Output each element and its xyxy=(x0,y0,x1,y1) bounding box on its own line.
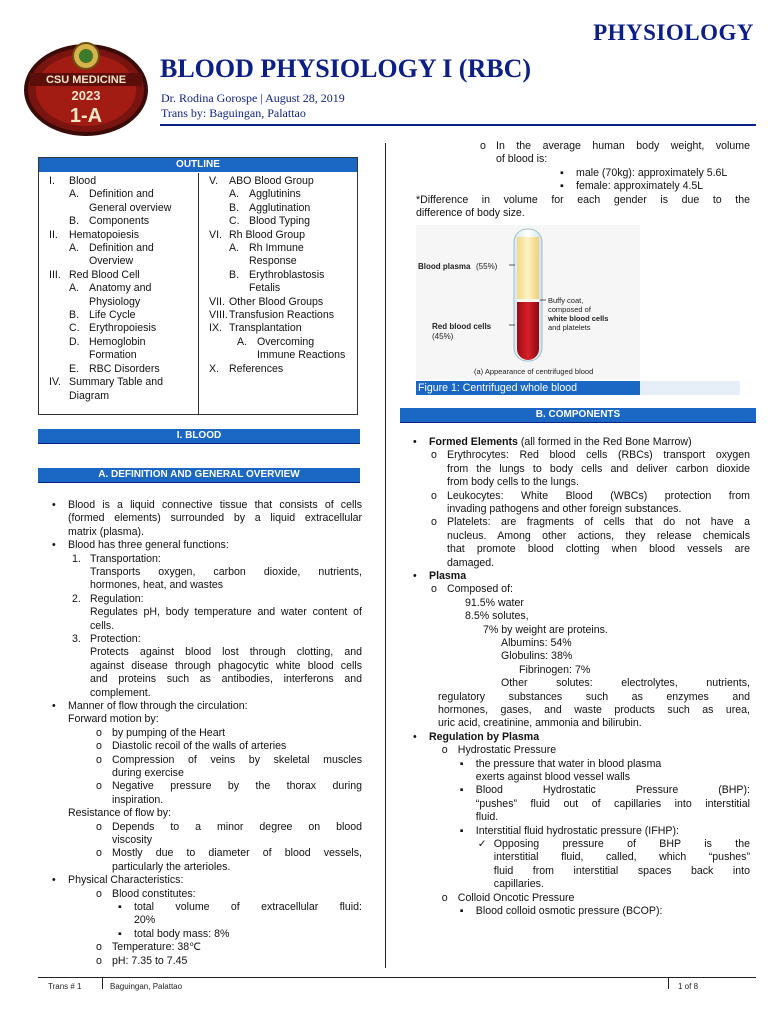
text-line: (formed elements) surrounded by a liquid extracellular xyxy=(68,512,362,525)
text-line: Regulation: xyxy=(90,592,144,605)
text-line: Blood Hydrostatic Pressure (BHP): xyxy=(475,784,750,797)
text-line: Blood constitutes: xyxy=(112,887,196,900)
outline-item-label: Formation xyxy=(89,349,137,362)
text-line: during exercise xyxy=(112,767,184,779)
outline-item xyxy=(39,363,198,376)
outline-item-label: Red Blood Cell xyxy=(69,268,140,281)
text-line: uric acid, creatinine, ammonia and bilirubin. xyxy=(438,717,642,730)
outline-item xyxy=(39,309,198,322)
rbc-label: Red blood cells xyxy=(432,322,492,331)
text-line: Transports oxygen, carbon dioxide, nutrients, xyxy=(90,566,362,578)
outline-item xyxy=(199,255,356,268)
text-line: Temperature: 38℃ xyxy=(112,941,202,954)
section-title-definition: A. DEFINITION AND GENERAL OVERVIEW xyxy=(38,468,360,483)
bullet-marker: o xyxy=(96,726,102,739)
outline-item xyxy=(199,322,356,335)
text-line: female: approximately 4.5L xyxy=(576,180,704,193)
text-line: Globulins: 38% xyxy=(501,650,573,663)
text-line: Blood is a liquid connective tissue that consists of cells xyxy=(68,499,362,511)
text-line: viscosity xyxy=(112,834,153,846)
text-line: capillaries. xyxy=(493,878,544,891)
text-line: Transportation: xyxy=(90,552,161,565)
bullet-marker: • xyxy=(413,436,417,448)
footer-authors: Baguingan, Palattao xyxy=(110,982,183,991)
outline-item-label: Definition and xyxy=(89,188,154,201)
text-line: 8.5% solutes, xyxy=(465,610,529,623)
plasma-label: Blood plasma xyxy=(418,262,471,271)
outline-item-number: IV. xyxy=(49,376,61,389)
text-line: Blood colloid osmotic pressure (BCOP): xyxy=(475,905,663,917)
text-line: 7% by weight are proteins. xyxy=(483,623,608,636)
bullet-marker: • xyxy=(52,539,56,552)
outline-item-number: A. xyxy=(69,188,80,201)
text-line: Protects against blood lost through clotting, and xyxy=(90,646,362,659)
bullet-marker: ▪ xyxy=(459,784,464,797)
figure-caption-tail xyxy=(640,381,740,395)
outline-item-label: Physiology xyxy=(89,295,141,308)
bullet-marker: ✓ xyxy=(477,838,487,850)
text-line: hormones, gases, and waste products such as urea, xyxy=(438,704,750,716)
text-line: of blood is: xyxy=(496,153,548,166)
outline-item-label: Agglutinins xyxy=(249,188,301,201)
outline-item-label: Fetalis xyxy=(249,282,281,295)
bullet-marker: o xyxy=(96,820,102,833)
outline-item-label: Response xyxy=(249,255,297,268)
text-line: Manner of flow through the circulation: xyxy=(68,700,248,712)
figure-caption: Figure 1: Centrifuged whole blood xyxy=(416,381,642,395)
text-line: Hydrostatic Pressure xyxy=(457,744,557,757)
outline-item-label: Rh Blood Group xyxy=(229,228,305,241)
section-title-components: B. COMPONENTS xyxy=(400,408,756,423)
outline-item-number: C. xyxy=(229,215,240,228)
bullet-marker: ▪ xyxy=(560,180,564,193)
buffy-coat-line3: white blood cells xyxy=(548,314,609,323)
bullet-marker: • xyxy=(52,700,56,712)
bullet-marker: ▪ xyxy=(118,901,122,913)
outline-item xyxy=(39,215,198,228)
outline-item-number: VI. xyxy=(209,228,222,241)
outline-item xyxy=(39,390,198,403)
outline-item-label: Life Cycle xyxy=(89,309,136,322)
outline-item-number: III. xyxy=(49,268,61,281)
outline-item xyxy=(199,363,356,376)
text-line: Blood has three general functions: xyxy=(68,539,229,552)
section-title-blood: I. BLOOD xyxy=(38,429,360,444)
text-line: Other solutes: electrolytes, nutrients, xyxy=(501,677,750,690)
outline-item-label: Immune Reactions xyxy=(257,349,346,362)
outline-item xyxy=(39,175,198,188)
text-line: Erythrocytes: Red blood cells (RBCs) transport oxygen xyxy=(447,449,750,462)
text-line: Forward motion by: xyxy=(68,713,159,726)
bullet-marker: 1. xyxy=(72,552,81,565)
bullet-marker: o xyxy=(96,941,102,954)
bullet-marker: o xyxy=(96,780,102,793)
outline-item-label: Anatomy and xyxy=(89,282,152,295)
author-date-line: Dr. Rodina Gorospe | August 28, 2019 xyxy=(161,91,345,105)
bullet-marker: o xyxy=(480,140,486,152)
outline-title: OUTLINE xyxy=(39,158,357,172)
text-line xyxy=(429,570,466,583)
outline-item-number: A. xyxy=(69,282,80,295)
csu-medicine-logo xyxy=(22,40,150,136)
outline-item-label: Summary Table and xyxy=(69,376,164,389)
outline-item xyxy=(199,229,356,242)
outline-item-number: B. xyxy=(69,215,80,228)
bullet-marker: ▪ xyxy=(459,757,464,770)
document-title: BLOOD PHYSIOLOGY I (RBC) xyxy=(160,54,532,83)
outline-item xyxy=(199,202,356,215)
outline-item-label: Erythropoiesis xyxy=(89,322,157,335)
text-line: “pushes” fluid out of capillaries into interstitial xyxy=(475,797,750,810)
text-line: *Difference in volume for each gender is due to the xyxy=(416,193,750,206)
outline-item-label: Hematopoiesis xyxy=(69,228,140,241)
bullet-marker: ▪ xyxy=(560,166,564,179)
outline-item-number: VII. xyxy=(209,295,225,308)
text-line: Albumins: 54% xyxy=(501,637,572,649)
outline-box xyxy=(38,157,358,415)
text-line: Fibrinogen: 7% xyxy=(519,663,591,676)
text-line: cells. xyxy=(90,619,115,632)
text-line: Protection: xyxy=(90,633,141,645)
outline-item xyxy=(199,269,356,282)
outline-item-number: V. xyxy=(209,175,219,187)
text-line: Composed of: xyxy=(447,583,513,596)
outline-item-label: Blood Typing xyxy=(249,215,311,228)
outline-item-number: B. xyxy=(229,201,240,214)
text-line: fluid. xyxy=(475,811,499,824)
bullet-marker: o xyxy=(96,887,102,900)
bullet-marker: 3. xyxy=(72,633,81,645)
text-line: total volume of extracellular fluid: xyxy=(134,901,362,913)
footer-page-number: 1 of 8 xyxy=(678,982,699,991)
rbc-percent: (45%) xyxy=(432,332,454,341)
text-line xyxy=(429,731,539,744)
outline-item-number: C. xyxy=(69,322,80,335)
text-line: Leukocytes: White Blood (WBCs) protection from xyxy=(447,489,750,502)
outline-item-number: D. xyxy=(69,335,80,348)
outline-item-label: Definition and xyxy=(89,242,154,255)
text-line: Interstitial fluid hydrostatic pressure (IFHP): xyxy=(475,824,679,837)
text-line: Physical Characteristics: xyxy=(68,874,184,887)
text-line: regulatory substances such as enzymes and xyxy=(438,690,750,703)
bold-label: Plasma xyxy=(429,570,467,582)
bullet-marker: ▪ xyxy=(118,927,122,940)
text-line: pH: 7.35 to 7.45 xyxy=(112,954,188,967)
text-line: damaged. xyxy=(447,556,495,569)
outline-item-label: Components xyxy=(89,215,150,228)
footer-trans-number: Trans # 1 xyxy=(48,982,82,991)
outline-item-label: Overview xyxy=(89,255,134,268)
text-line: Mostly due to diameter of blood vessels, xyxy=(112,847,362,860)
outline-item xyxy=(39,255,198,268)
bullet-marker: o xyxy=(441,744,448,757)
bullet-marker: o xyxy=(431,489,437,502)
outline-item-number: A. xyxy=(229,188,240,201)
outline-item-label: Erythroblastosis xyxy=(249,268,325,281)
outline-item-number: B. xyxy=(229,268,240,281)
outline-item-number: A. xyxy=(69,242,80,255)
text-line: from the lungs to body cells and deliver carbon dioxide xyxy=(447,462,750,475)
bullet-marker: o xyxy=(441,891,448,904)
outline-item-label: General overview xyxy=(89,201,172,214)
bullet-marker: ▪ xyxy=(459,824,464,837)
buffy-coat-line2: composed of xyxy=(548,305,591,314)
text-line: complement. xyxy=(90,686,151,699)
text-suffix: (all formed in the Red Bone Marrow) xyxy=(517,436,692,448)
bullet-marker: o xyxy=(431,449,437,462)
text-line: Resistance of flow by: xyxy=(68,807,172,820)
svg-text:1-A: 1-A xyxy=(69,105,103,127)
plasma-percent: (55%) xyxy=(476,262,498,271)
text-line: Depends to a minor degree on blood xyxy=(112,820,362,833)
text-line: by pumping of the Heart xyxy=(112,726,226,739)
text-line: total body mass: 8% xyxy=(134,927,230,940)
outline-item-number: VIII. xyxy=(209,309,228,322)
text-line: fluid from interstitial spaces back into xyxy=(493,864,750,877)
outline-item-label: Diagram xyxy=(69,389,110,402)
outline-item xyxy=(39,188,198,201)
bullet-marker: o xyxy=(96,740,102,753)
outline-right-column xyxy=(199,173,356,414)
outline-item-label: References xyxy=(229,362,284,375)
section-bar-components xyxy=(400,408,756,423)
outline-item-number: A. xyxy=(229,242,240,255)
text-line: nucleus. Among other actions, they release chemicals xyxy=(447,529,750,542)
footer-separator-right xyxy=(668,977,669,989)
outline-item xyxy=(39,376,198,389)
centrifuged-blood-figure xyxy=(416,225,640,380)
text-line: 20% xyxy=(134,914,156,927)
bullet-marker: • xyxy=(413,730,417,743)
outline-item-label: RBC Disorders xyxy=(89,362,160,375)
text-line: Platelets: are fragments of cells that do not have a xyxy=(447,516,750,529)
text-line: particularly the arterioles. xyxy=(112,860,231,873)
subject-heading: PHYSIOLOGY xyxy=(593,20,754,45)
header-divider xyxy=(160,124,756,126)
text-line: Compression of veins by skeletal muscles xyxy=(112,753,362,766)
bullet-marker: • xyxy=(52,874,56,887)
text-line: and proteins such as antibodies, interferons and xyxy=(90,673,362,686)
outline-item-label: Transplantation xyxy=(229,322,302,335)
figure-subcaption: (a) Appearance of centrifuged blood xyxy=(474,367,594,376)
text-line: Colloid Oncotic Pressure xyxy=(457,891,575,904)
outline-left-column xyxy=(39,173,199,414)
outline-item xyxy=(199,296,356,309)
footer-divider xyxy=(38,977,756,978)
buffy-coat-line4: and platelets xyxy=(548,323,591,332)
outline-item xyxy=(39,229,198,242)
buffy-coat-line1: Buffy coat, xyxy=(548,296,584,305)
text-line: male (70kg): approximately 5.6L xyxy=(576,166,728,179)
outline-item xyxy=(39,349,198,362)
outline-item-label: Agglutination xyxy=(249,201,311,214)
outline-item-number: I. xyxy=(49,175,55,187)
bullet-marker: 2. xyxy=(72,592,81,605)
footer-separator xyxy=(102,977,103,989)
bold-label: Formed Elements xyxy=(429,436,518,448)
text-line: exerts against blood vessel walls xyxy=(475,771,631,783)
outline-item xyxy=(39,282,198,295)
outline-item xyxy=(199,349,356,362)
outline-item-number: E. xyxy=(69,362,80,375)
outline-item xyxy=(199,188,356,201)
text-line: Diastolic recoil of the walls of arteries xyxy=(112,740,287,753)
text-line: matrix (plasma). xyxy=(68,525,144,538)
outline-item xyxy=(39,322,198,335)
text-line: that promote blood clotting when blood vessels are xyxy=(447,543,750,556)
outline-item-label: Overcoming xyxy=(257,335,315,348)
bullet-marker: o xyxy=(431,516,437,529)
outline-item-label: Rh Immune xyxy=(249,242,304,255)
section-bar-definition xyxy=(38,468,360,483)
outline-item-number: B. xyxy=(69,309,80,322)
section-bar-blood xyxy=(38,429,360,444)
outline-item-number: X. xyxy=(209,362,220,375)
outline-item xyxy=(39,202,198,215)
outline-item xyxy=(199,242,356,255)
bullet-marker: o xyxy=(96,954,102,967)
bullet-marker: o xyxy=(96,847,102,860)
text-line: hormones, heat, and wastes xyxy=(90,579,224,592)
outline-item xyxy=(39,296,198,309)
outline-item xyxy=(199,215,356,228)
bullet-marker: • xyxy=(413,570,417,582)
outline-item-number: IX. xyxy=(209,322,222,335)
bullet-marker: ▪ xyxy=(459,905,464,917)
text-line: Regulates pH, body temperature and water content of xyxy=(90,606,362,619)
outline-item xyxy=(39,269,198,282)
outline-item xyxy=(39,336,198,349)
outline-item-label: Transfusion Reactions xyxy=(229,309,335,322)
svg-text:CSU MEDICINE: CSU MEDICINE xyxy=(45,74,127,86)
text-line xyxy=(429,436,692,449)
bullet-marker: o xyxy=(96,753,102,766)
text-line: Opposing pressure of BHP is the xyxy=(493,838,750,850)
text-line: inspiration. xyxy=(112,793,164,806)
bullet-marker: o xyxy=(431,583,437,596)
text-line: In the average human body weight, volume xyxy=(496,140,750,152)
text-line: difference of body size. xyxy=(416,207,525,219)
text-line: Negative pressure by the thorax during xyxy=(112,780,362,793)
outline-item-number: II. xyxy=(49,228,58,241)
text-line: the pressure that water in blood plasma xyxy=(475,757,662,770)
outline-item xyxy=(39,242,198,255)
transcribers-line: Trans by: Baguingan, Palattao xyxy=(161,106,306,120)
outline-item-number: A. xyxy=(237,335,248,348)
outline-item-label: Blood xyxy=(69,175,97,187)
text-line: 91.5% water xyxy=(465,596,524,609)
outline-item-label: ABO Blood Group xyxy=(229,175,314,187)
outline-item xyxy=(199,175,356,188)
text-line: invading pathogens and other foreign substances. xyxy=(447,503,682,515)
svg-text:2023: 2023 xyxy=(71,88,101,103)
outline-item-label: Hemoglobin xyxy=(89,335,146,348)
text-line: interstitial fluid, called, which “pushes” xyxy=(493,851,750,864)
outline-item xyxy=(199,336,356,349)
bullet-marker: • xyxy=(52,499,56,511)
text-line: against disease through phagocytic white blood cells xyxy=(90,659,362,672)
text-line: from body cells to the lungs. xyxy=(447,476,579,489)
outline-item xyxy=(199,282,356,295)
column-divider xyxy=(385,143,386,968)
bold-label: Regulation by Plasma xyxy=(429,730,540,743)
outline-item-label: Other Blood Groups xyxy=(229,295,324,308)
outline-item xyxy=(199,309,356,322)
